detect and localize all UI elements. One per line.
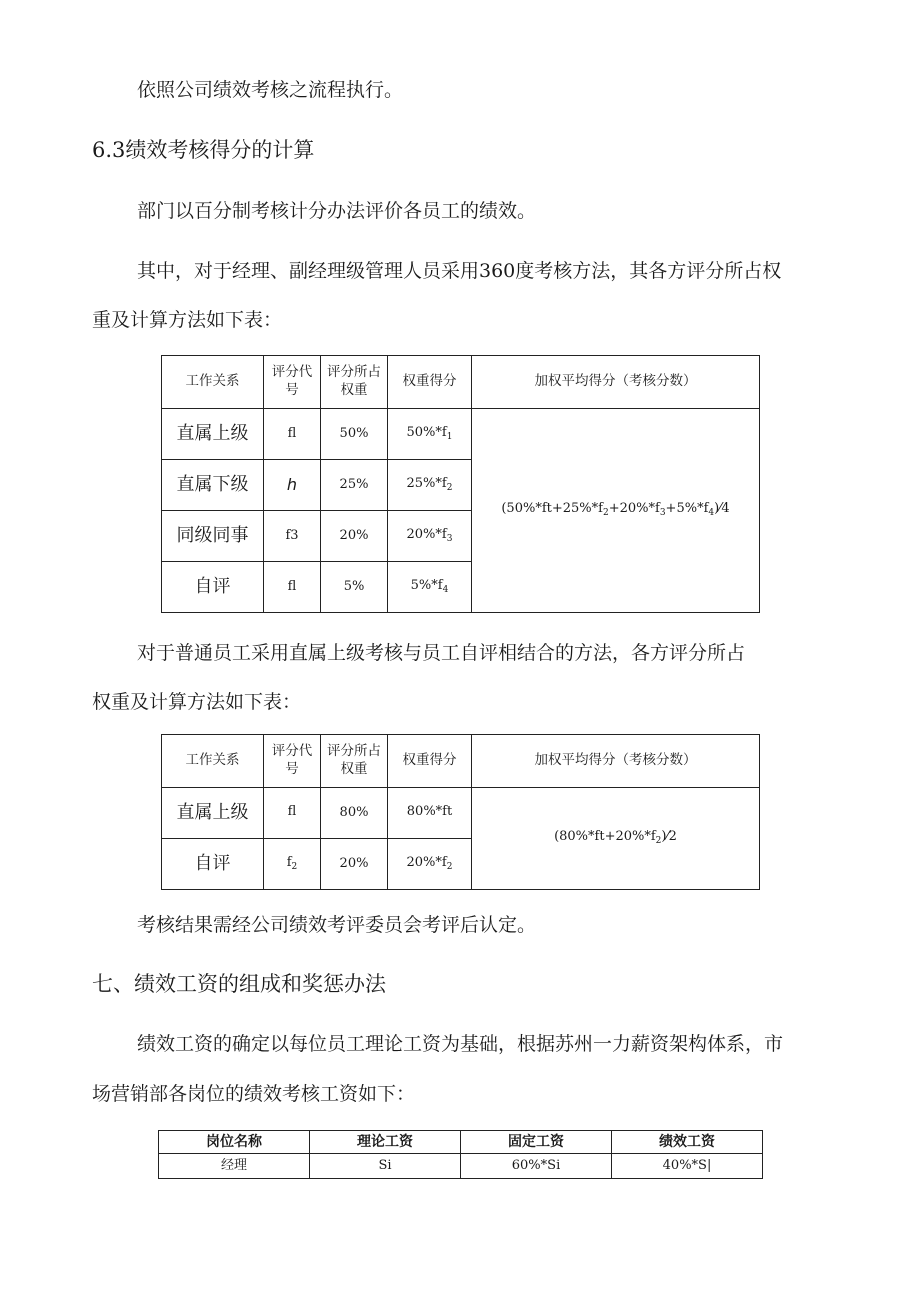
score-subscript: 1 (446, 431, 453, 442)
cell-code: h (264, 460, 321, 511)
header-weight-line1: 评分所占 (327, 743, 381, 760)
cell-weight: 5% (321, 562, 388, 613)
formula-sub-1: 2 (602, 508, 609, 519)
score-base: 80%*ft (406, 803, 453, 819)
cell-weight: 25% (321, 460, 388, 511)
cell-relation: 直属下级 (162, 460, 264, 511)
header-relation: 工作关系 (162, 735, 264, 788)
score-base: 50%*f (406, 424, 447, 440)
code-subscript: 2 (291, 861, 298, 872)
formula-sub-1: 2 (655, 836, 662, 847)
salary-table (158, 1130, 763, 1179)
score-subscript: 2 (446, 482, 453, 493)
cell-relation: 直属上级 (162, 409, 264, 460)
cell-position: 经理 (159, 1154, 310, 1179)
formula-sub-2: 3 (659, 508, 666, 519)
cell-code: fl (264, 562, 321, 613)
header-relation: 工作关系 (162, 356, 264, 409)
score-base: 20%*f (406, 526, 447, 542)
paragraph-staff-method-line2: 权重及计算方法如下表： (92, 691, 302, 713)
page-crop-mask (0, 1184, 920, 1301)
header-performance-salary: 绩效工资 (612, 1131, 763, 1154)
cell-weighted-score (388, 409, 472, 460)
formula-part-2: +20%*f (608, 501, 660, 517)
cell-weight: 20% (321, 839, 388, 890)
formula-part-1: (50%*ft+25%*f (501, 501, 603, 517)
manager-weight-table (161, 355, 760, 613)
score-base: 25%*f (406, 475, 447, 491)
header-code (264, 735, 321, 788)
section-heading-7: 七、绩效工资的组成和奖惩办法 (92, 972, 386, 996)
header-weight-line1: 评分所占 (327, 364, 381, 381)
formula-part-3: +5%*f (665, 501, 709, 517)
paragraph-committee: 考核结果需经公司绩效考评委员会考评后认定。 (137, 914, 537, 936)
score-base: 20%*f (406, 854, 447, 870)
score-subscript: 2 (446, 861, 453, 872)
cell-relation: 自评 (162, 562, 264, 613)
header-position: 岗位名称 (159, 1131, 310, 1154)
cell-code: fl (264, 409, 321, 460)
cell-relation: 直属上级 (162, 788, 264, 839)
formula-part-4: )⁄4 (714, 501, 730, 517)
header-weight-line2: 权重 (340, 761, 368, 777)
paragraph-manager-method-line2: 重及计算方法如下表： (92, 309, 283, 331)
header-code-line1: 评分代 (271, 743, 313, 760)
paragraph-salary-basis-line2: 场营销部各岗位的绩效考核工资如下： (92, 1083, 416, 1105)
cell-performance-salary: 40%*S| (612, 1154, 763, 1179)
header-weight (321, 735, 388, 788)
header-weighted-score: 权重得分 (388, 735, 472, 788)
header-code-line1: 评分代 (271, 364, 313, 381)
header-weight-line2: 权重 (340, 382, 368, 398)
paragraph-staff-method-line1: 对于普通员工采用直属上级考核与员工自评相结合的方法，各方评分所占 (137, 642, 746, 664)
paragraph-scoring-method: 部门以百分制考核计分办法评价各员工的绩效。 (137, 200, 537, 222)
cell-code (264, 839, 321, 890)
section-heading-6-3: 6.3绩效考核得分的计算 (92, 138, 315, 162)
cell-code: f3 (264, 511, 321, 562)
header-theoretical-salary: 理论工资 (310, 1131, 461, 1154)
code-base: f (286, 854, 292, 870)
score-subscript: 4 (442, 584, 449, 595)
score-base: 5%*f (410, 577, 443, 593)
cell-weight: 50% (321, 409, 388, 460)
header-weighted-average: 加权平均得分（考核分数） (472, 735, 760, 788)
formula-sub-3: 4 (708, 508, 715, 519)
paragraph-manager-method-line1: 其中，对于经理、副经理级管理人员采用360度考核方法，其各方评分所占权 (137, 260, 782, 282)
cell-weight: 20% (321, 511, 388, 562)
header-fixed-salary: 固定工资 (461, 1131, 612, 1154)
cell-weighted-score (388, 460, 472, 511)
cell-code (264, 788, 321, 839)
header-code-line2: 号 (285, 382, 299, 398)
formula-part-1: (80%*ft+20%*f (554, 829, 656, 845)
cell-weighted-score (388, 511, 472, 562)
cell-weight: 80% (321, 788, 388, 839)
header-weighted-average: 加权平均得分（考核分数） (472, 356, 760, 409)
code-base: fl (287, 803, 297, 819)
cell-weighted-score (388, 562, 472, 613)
cell-weighted-score (388, 788, 472, 839)
paragraph-process: 依照公司绩效考核之流程执行。 (137, 79, 404, 101)
cell-relation: 同级同事 (162, 511, 264, 562)
formula-part-2: )⁄2 (661, 829, 677, 845)
header-code-line2: 号 (285, 761, 299, 777)
paragraph-salary-basis-line1: 绩效工资的确定以每位员工理论工资为基础，根据苏州一力薪资架构体系，市 (137, 1033, 784, 1055)
cell-weighted-score (388, 839, 472, 890)
header-code (264, 356, 321, 409)
score-subscript: 3 (446, 533, 453, 544)
cell-theoretical-salary: Si (310, 1154, 461, 1179)
header-weight (321, 356, 388, 409)
header-weighted-score: 权重得分 (388, 356, 472, 409)
cell-relation: 自评 (162, 839, 264, 890)
staff-weight-table (161, 734, 760, 890)
cell-fixed-salary: 60%*Si (461, 1154, 612, 1179)
cell-formula (472, 409, 760, 613)
cell-formula (472, 788, 760, 890)
